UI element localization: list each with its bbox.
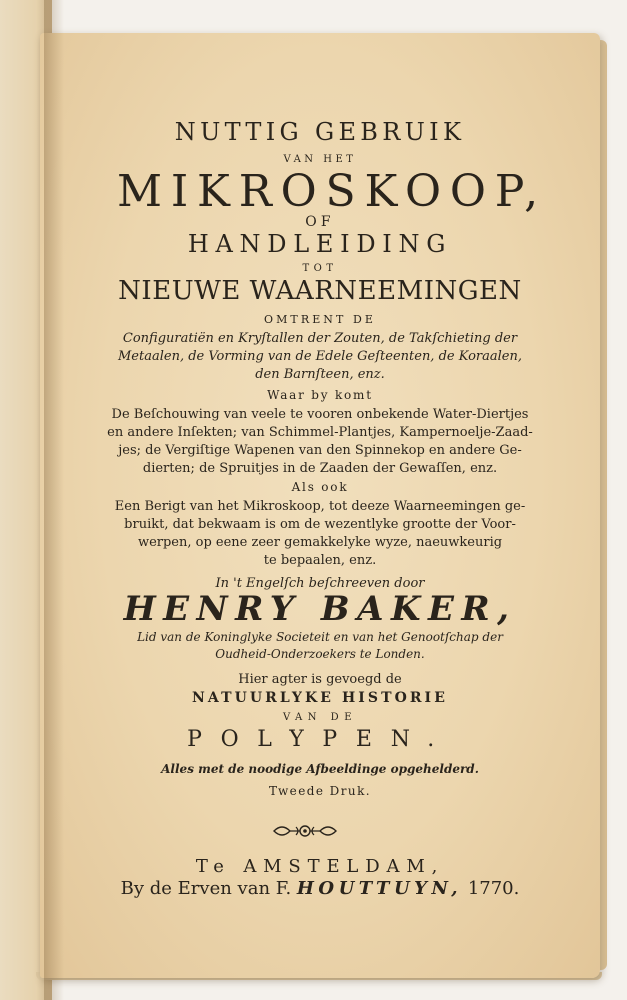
section1-line-3: den Barnſteen, enz. xyxy=(255,367,385,382)
section2-line-2: en andere Inſekten; van Schimmel-Plantjes, Kampernoelje-Zaad- xyxy=(107,425,533,440)
section3-line-2: bruikt, dat bekwaam is om de wezentlyke grootte der Voor- xyxy=(124,517,516,532)
van-de-line: VAN DE xyxy=(282,712,357,723)
title-line-nuttig-gebruik: NUTTIG GEBRUIK xyxy=(174,118,466,146)
polypen-line: POLYPEN. xyxy=(187,727,453,752)
section3-line-1: Een Berigt van het Mikroskoop, tot deeze Waarneemingen ge- xyxy=(114,499,526,514)
title-line-van-het: VAN HET xyxy=(283,154,357,165)
author-name: HENRY BAKER, xyxy=(123,589,517,629)
natuurlyke-historie-line: NATUURLYKE HISTORIE xyxy=(192,690,448,706)
title-line-tot: TOT xyxy=(302,263,338,274)
imprint-city: Te AMSTELDAM, xyxy=(195,856,445,877)
imprint-publisher xyxy=(40,878,600,899)
author-affiliation-line-1: Lid van de Koninglyke Societeit en van het Genootſchap der xyxy=(137,630,503,644)
section2-line-1: De Beſchouwing van veele te vooren onbekende Water-Diertjes xyxy=(111,407,529,422)
waar-by-komt-heading: Waar by komt xyxy=(267,388,373,402)
printers-ornament-icon xyxy=(272,822,338,840)
title-line-mikroskoop: MIKROSKOOP, xyxy=(117,166,547,217)
title-line-handleiding: HANDLEIDING xyxy=(187,230,453,258)
appendix-intro-line: Hier agter is gevoegd de xyxy=(238,672,402,687)
illustrations-note: Alles met de noodige Afbeeldinge opgehelderd. xyxy=(161,762,479,776)
title-line-omtrent-de: OMTRENT DE xyxy=(263,313,377,326)
author-affiliation-line-2: Oudheid-Onderzoekers te Londen. xyxy=(215,647,425,661)
section3-line-4: te bepaalen, enz. xyxy=(263,553,377,568)
imprint-publisher-prefix: By de Erven van F. xyxy=(120,878,292,899)
section1-line-2: Metaalen, de Vorming van de Edele Geſteenten, de Koraalen, xyxy=(118,349,522,364)
section2-line-4: dierten; de Spruitjes in de Zaaden der Gewaſſen, enz. xyxy=(142,461,498,476)
translated-by-line: In 't Engelſch beſchreeven door xyxy=(215,576,425,591)
section1-line-1: Configuratiën en Kryſtallen der Zouten, de Takſchieting der xyxy=(122,331,518,346)
imprint-year: 1770. xyxy=(467,878,520,899)
imprint-publisher-name: HOUTTUYN, xyxy=(296,878,463,899)
als-ook-heading: Als ook xyxy=(291,480,349,494)
section3-line-3: werpen, op eene zeer gemakkelyke wyze, naeuwkeurig xyxy=(137,535,503,550)
edition-statement: Tweede Druk. xyxy=(268,784,372,798)
title-line-of: OF xyxy=(305,214,335,230)
section2-line-3: jes; de Vergiſtige Wapenen van den Spinnekop en andere Ge- xyxy=(118,443,522,458)
title-line-nieuwe-waarneemingen: NIEUWE WAARNEEMINGEN xyxy=(118,276,522,306)
